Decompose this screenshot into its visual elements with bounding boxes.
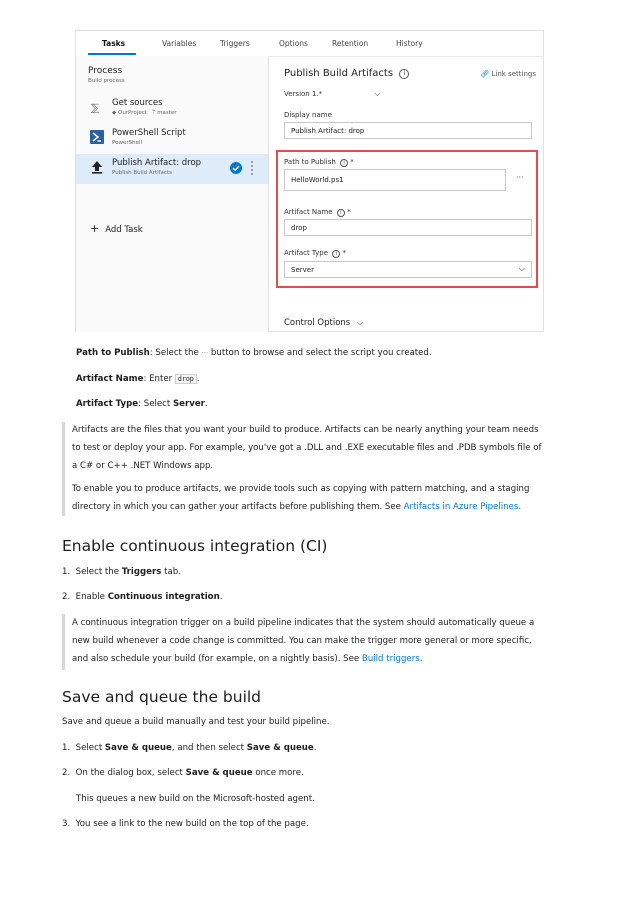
task-subtitle: PowerShell	[112, 140, 143, 146]
note-line: to test or deploy your app. For example, you've got a .DLL and .EXE executable files and .PDB symbols file of	[72, 443, 542, 453]
add-task-button[interactable]: + Add Task	[90, 222, 143, 235]
drag-handle-icon[interactable]	[250, 160, 254, 176]
task-subtitle: Publish Build Artifacts	[112, 170, 172, 176]
save-intro: Save and queue a build manually and test your build pipeline.	[62, 717, 330, 727]
build-triggers-link[interactable]: Build triggers	[361, 654, 420, 664]
powershell-icon	[90, 130, 104, 144]
tab-options[interactable]: Options	[279, 39, 308, 48]
task-title: Get sources	[112, 98, 163, 108]
note-line: To enable you to produce artifacts, we provide tools such as copying with pattern matching, and a staging	[72, 484, 530, 494]
display-name-input[interactable]: Publish Artifact: drop	[284, 122, 532, 139]
source-repo-icon	[90, 100, 104, 114]
ellipsis-glyph: ···	[201, 349, 209, 357]
task-subtitle: ◆ OurProject ᛘ master	[112, 110, 177, 116]
artifacts-link[interactable]: Artifacts in Azure Pipelines	[403, 502, 519, 512]
step-path-to-publish: Path to Publish: Select the ··· button to browse and select the script you created.	[76, 348, 432, 358]
task-title: PowerShell Script	[112, 128, 186, 138]
info-icon[interactable]: i	[332, 250, 340, 258]
tab-tasks[interactable]: Tasks	[102, 39, 126, 48]
check-circle-icon	[230, 162, 242, 174]
tab-history[interactable]: History	[396, 39, 423, 48]
note-line: a C# or C++ .NET Windows app.	[72, 461, 214, 471]
task-get-sources[interactable]	[76, 94, 268, 122]
step-artifact-type: Artifact Type: Select Server.	[76, 399, 208, 409]
path-to-publish-label: Path to Publish i *	[284, 158, 354, 166]
path-to-publish-input[interactable]: HelloWorld.ps1	[284, 169, 506, 191]
display-name-label: Display name	[284, 111, 332, 119]
task-settings-panel	[280, 56, 540, 332]
panel-title: Publish Build Artifacts i	[284, 68, 409, 79]
note-line: Artifacts are the files that you want your build to produce. Artifacts can be nearly anything your team needs	[72, 425, 539, 435]
link-settings-button[interactable]: 🔗︎ Link settings	[480, 70, 536, 78]
info-icon[interactable]: i	[340, 159, 348, 167]
link-icon: 🔗︎	[480, 70, 490, 78]
task-powershell-script[interactable]	[76, 124, 268, 152]
note-line: A continuous integration trigger on a build pipeline indicates that the system should automatically queue a	[72, 618, 535, 628]
process-title: Process	[88, 66, 123, 76]
chevron-down-icon: ⌵	[356, 318, 364, 327]
note-bar	[62, 422, 65, 516]
active-tab-indicator	[88, 53, 136, 55]
artifact-type-label: Artifact Type i *	[284, 249, 346, 257]
note-line: new build whenever a code change is committed. You can make the trigger more general or more specific,	[72, 636, 532, 646]
tab-triggers[interactable]: Triggers	[220, 39, 250, 48]
code-drop: drop	[175, 374, 197, 384]
plus-icon: +	[90, 222, 100, 235]
save-item-3: 3. You see a link to the new build on the top of the page.	[62, 819, 309, 829]
artifact-type-select[interactable]: Server ⌵	[284, 261, 532, 278]
chevron-down-icon: ⌵	[374, 89, 381, 98]
ci-item-2: 2. Enable Continuous integration.	[62, 592, 223, 602]
tab-bar	[76, 31, 543, 57]
browse-ellipsis-button[interactable]: ···	[516, 173, 524, 182]
control-options-toggle[interactable]: Control Options ⌵	[284, 318, 364, 328]
save-item-2-detail: This queues a new build on the Microsoft-hosted agent.	[76, 794, 315, 804]
note-line: directory in which you can gather your artifacts before publishing them. See Artifacts in Azure Pipelines.	[72, 502, 522, 512]
tab-retention[interactable]: Retention	[332, 39, 369, 48]
ci-heading: Enable continuous integration (CI)	[62, 537, 328, 555]
svg-text:⅀: ⅀	[91, 103, 100, 114]
info-icon[interactable]: i	[337, 209, 345, 217]
pipeline-editor-screenshot	[75, 30, 544, 332]
artifact-name-input[interactable]: drop	[284, 219, 532, 236]
artifact-name-label: Artifact Name i *	[284, 208, 351, 216]
save-item-2: 2. On the dialog box, select Save & queue once more.	[62, 768, 304, 778]
branch-icon: ᛘ	[152, 110, 156, 116]
note-line: and also schedule your build (for example, on a nightly basis). See Build triggers.	[72, 654, 423, 664]
step-artifact-name: Artifact Name: Enter drop .	[76, 374, 200, 384]
info-icon[interactable]: i	[399, 69, 409, 79]
ci-item-1: 1. Select the Triggers tab.	[62, 567, 181, 577]
version-select[interactable]: Version 1.* ⌵	[284, 89, 381, 98]
save-item-1: 1. Select Save & queue, and then select Save & queue.	[62, 743, 317, 753]
note-bar	[62, 614, 65, 670]
task-publish-artifact[interactable]	[76, 154, 268, 184]
upload-arrow-icon	[90, 160, 104, 174]
save-heading: Save and queue the build	[62, 688, 262, 706]
tab-variables[interactable]: Variables	[162, 39, 197, 48]
process-subtitle: Build process	[88, 78, 125, 84]
task-list-panel	[76, 56, 269, 332]
task-title: Publish Artifact: drop	[112, 158, 202, 168]
project-icon: ◆	[112, 110, 117, 116]
chevron-down-icon: ⌵	[518, 264, 525, 273]
